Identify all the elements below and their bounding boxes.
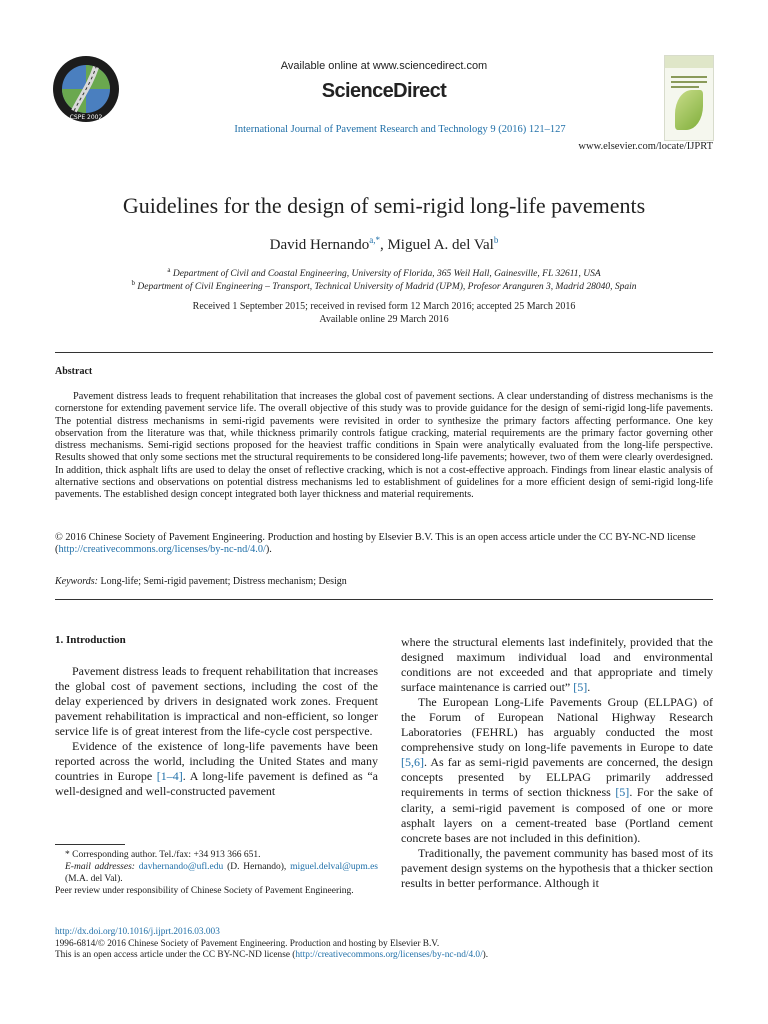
abstract-copyright xyxy=(55,532,713,557)
footnotes xyxy=(55,849,378,897)
right-p1-text-a: where the structural elements last indefinitely, provided that the designed maximum individual load and environmental conditions are not exceeded and that appropriate and timely surface maintenance is carried out” xyxy=(401,635,713,695)
bottom-metadata xyxy=(55,927,735,962)
open-access-line xyxy=(55,950,735,962)
keywords-label: Keywords: xyxy=(55,576,98,587)
abstract-heading: Abstract xyxy=(55,366,93,377)
journal-cover-icon xyxy=(664,55,714,141)
affiliation-b xyxy=(0,279,768,292)
right-p2-text-c: . For the sake of clarity, a semi-rigid pavement is composed of one or more asphalt layers on a cement-treated base (Portland cement concrete bases are not included in this definition). xyxy=(401,785,713,845)
right-p1-text-b: . xyxy=(587,680,591,695)
authors-line xyxy=(0,235,768,254)
oa-license-link[interactable]: http://creativecommons.org/licenses/by-nc-nd/4.0/ xyxy=(295,950,483,961)
author-hernando: David Hernando xyxy=(269,237,370,253)
oa-end: ). xyxy=(482,950,489,961)
peer-review-note: Peer review under responsibility of Chinese Society of Pavement Engineering. xyxy=(55,886,354,896)
email-addresses xyxy=(55,861,378,885)
citation-link-5-second[interactable]: [5] xyxy=(615,785,630,800)
email-name-hernando: (D. Hernando), xyxy=(223,862,291,872)
right-paragraph-3: Traditionally, the pavement community has based most of its pavement design systems on the hypothesis that a thicker section results in better performance. Although it xyxy=(401,845,713,890)
doi-link[interactable]: http://dx.doi.org/10.1016/j.ijprt.2016.03.003 xyxy=(55,927,220,937)
available-online-date: Available online 29 March 2016 xyxy=(319,314,449,325)
license-link[interactable]: http://creativecommons.org/licenses/by-nc-nd/4.0/ xyxy=(58,544,266,556)
email-label: E-mail addresses: xyxy=(65,862,135,872)
intro-paragraph-1: Pavement distress leads to frequent rehabilitation that increases the global cost of pavement sections, including the cost of the delay experienced by drivers in designated work zones. Frequent pavement rehabilitation is impractical and non-efficient, so longer service life is of great interest from the life-cycle cost perspective. xyxy=(55,664,378,739)
intro-p2-text-b: . A long-life pavement is defined as “a well-designed and well-constructed pavement xyxy=(55,769,378,799)
logo-ring-text: CSPE 2002 xyxy=(69,114,103,121)
citation-link-5[interactable]: [5] xyxy=(573,680,588,695)
keywords-line xyxy=(55,576,713,587)
citation-link-1-4[interactable]: [1–4] xyxy=(156,769,183,784)
intro-p2-text-a: Evidence of the existence of long-life pavements have been reported across the world, including the United States and many countries in Europe xyxy=(55,739,378,784)
email-link-hernando[interactable]: davhernando@ufl.edu xyxy=(138,862,224,872)
right-p2-text-a: The European Long-Life Pavements Group (ELLPAG) of the Forum of European National Highway Research Laboratories (FEHRL) has arguably conducted the most comprehensive study on long-life pavements in Europe to date xyxy=(401,695,713,755)
author-hernando-affiliation-mark[interactable]: a,* xyxy=(369,235,380,245)
received-dates: Received 1 September 2015; received in revised form 12 March 2016; accepted 25 March 2016 xyxy=(192,301,576,312)
email-link-del-val[interactable]: miguel.delval@upm.es xyxy=(290,862,379,872)
section-heading-introduction: 1. Introduction xyxy=(55,634,126,646)
intro-paragraph-2 xyxy=(55,739,378,799)
article-dates xyxy=(0,300,768,326)
journal-locate-url[interactable]: www.elsevier.com/locate/IJPRT xyxy=(578,141,713,152)
abstract-text: Pavement distress leads to frequent rehabilitation that increases the global cost of pavement sections. A clear understanding of distress mechanisms is the cornerstone for extending pavement service life. The overall objective of this study was to provide guidance for the design of semi-rigid long-life pavements. The potential distress mechanisms in semi-rigid pavements were revisited in order to synthesize the primary factors affecting performance. One key observation from the literature was that, while thickness primarily controls fatigue cracking, material requirements are the primary factor governing other distress mechanisms. Semi-rigid sections proposed for the heaviest traffic conditions in Spain were analytically evaluated from the long-life perspective. Results showed that only some sections met the structural requirements to be considered long-life pavements; however, two of them were clearly overdesigned. In addition, thick asphalt lifts are used to delay the onset of reflective cracking, which is not a cost-effective approach. Findings from linear elastic analysis of alternative sections and observations on potential distress mechanisms led to establishment of guidelines for a more efficient design of semi-rigid long-life pavements. The established design concept integrated both layer thickness and material requirements. xyxy=(55,391,713,501)
journal-citation-link[interactable]: International Journal of Pavement Research and Technology 9 (2016) 121–127 xyxy=(234,124,566,135)
right-p2-text-b: . As far as semi-rigid pavements are concerned, the design concepts presented by ELLPAG primarily addressed requirements in terms of section thickness xyxy=(401,755,713,800)
corresponding-author-note: * Corresponding author. Tel./fax: +34 913 366 651. xyxy=(65,850,261,860)
author-del-val-affiliation-mark[interactable]: b xyxy=(493,235,499,245)
copyright-text: © 2016 Chinese Society of Pavement Engineering. Production and hosting by Elsevier B.V. This is an open access article under the CC BY-NC-ND license ( xyxy=(55,532,696,556)
right-paragraph-1 xyxy=(401,635,713,695)
available-online-text: Available online at www.sciencedirect.com xyxy=(280,60,488,72)
right-column xyxy=(401,635,713,891)
divider-top xyxy=(55,352,713,353)
author-separator: , xyxy=(379,237,388,253)
affiliation-b-mark: b xyxy=(131,279,136,287)
author-del-val: Miguel A. del Val xyxy=(387,237,494,253)
article-title: Guidelines for the design of semi-rigid long-life pavements xyxy=(122,193,646,218)
issn-line: 1996-6814/© 2016 Chinese Society of Pavement Engineering. Production and hosting by Elsevier B.V. xyxy=(55,938,440,949)
copyright-end: ). xyxy=(265,544,272,556)
oa-text: This is an open access article under the CC BY-NC-ND license ( xyxy=(55,950,296,961)
email-name-del-val: (M.A. del Val). xyxy=(65,874,123,884)
citation-link-5-6[interactable]: [5,6] xyxy=(401,755,424,770)
right-paragraph-2 xyxy=(401,695,713,845)
divider-middle xyxy=(55,599,713,600)
sciencedirect-brand[interactable]: ScienceDirect xyxy=(321,80,447,102)
keywords-list: Long-life; Semi-rigid pavement; Distress mechanism; Design xyxy=(100,576,347,587)
footnote-divider xyxy=(55,844,125,845)
affiliation-b-text: Department of Civil Engineering – Transport, Technical University of Madrid (UPM), Profesor Aranguren 3, Madrid 28040, Spain xyxy=(137,282,637,293)
left-column xyxy=(55,664,378,799)
affiliation-a-text: Department of Civil and Coastal Engineering, University of Florida, 365 Weil Hall, Gainesville, FL 32611, USA xyxy=(172,269,601,280)
affiliation-a-mark: a xyxy=(167,266,171,274)
affiliation-a xyxy=(0,266,768,279)
